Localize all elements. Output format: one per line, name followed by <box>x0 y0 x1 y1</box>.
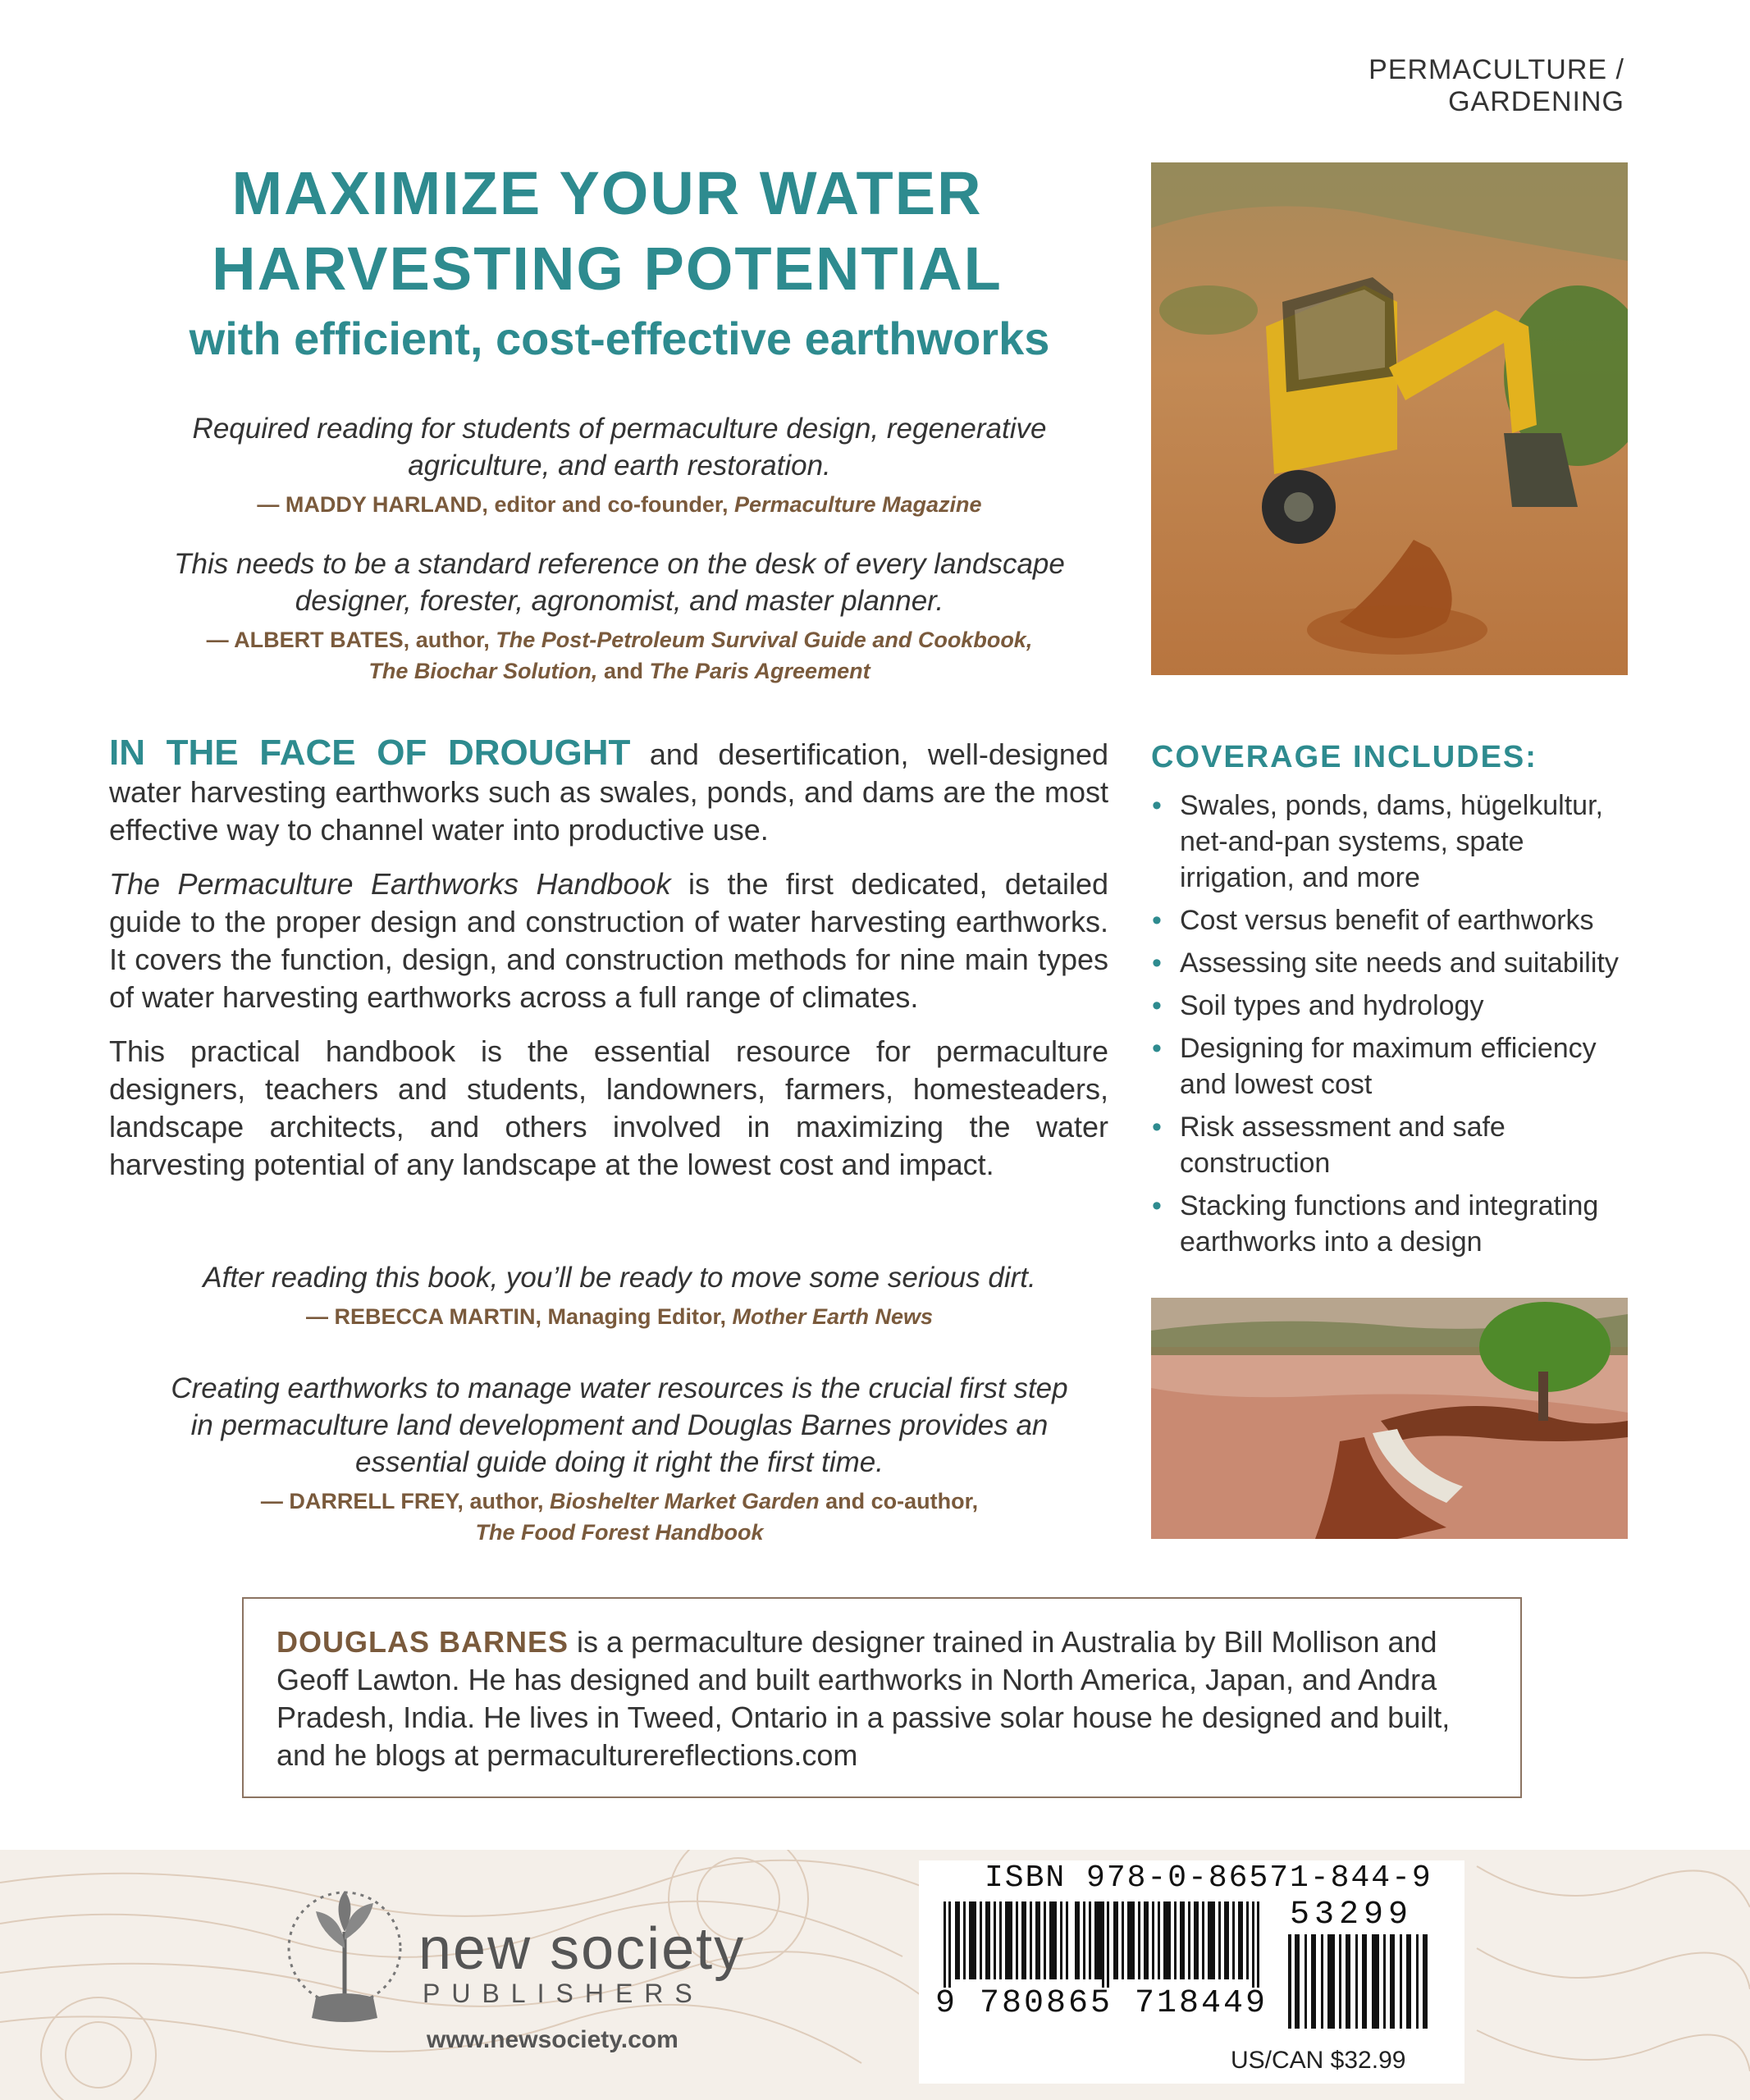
isbn-text: ISBN 978-0-86571-844-9 <box>985 1860 1432 1896</box>
quote-text-line: designer, forester, agronomist, and master planner. <box>295 585 944 617</box>
headline-line2: HARVESTING POTENTIAL <box>212 235 1003 303</box>
attr-book: The Post-Petroleum Survival Guide and Cookbook, <box>496 628 1033 652</box>
attr-name: — ALBERT BATES, <box>206 628 410 652</box>
coverage-item: • Cost versus benefit of earthworks <box>1149 902 1641 938</box>
quote-text-line: Required reading for students of permaculture design, regenerative <box>192 413 1047 445</box>
quote-attribution-line2 <box>107 1517 1132 1548</box>
quote-text-line: essential guide doing it right the first time. <box>355 1446 884 1478</box>
publisher-name: new society <box>418 1916 746 1982</box>
coverage-item: • Assessing site needs and suitability <box>1149 945 1641 981</box>
author-name: DOUGLAS BARNES <box>276 1625 569 1659</box>
attr-role: Managing Editor, <box>547 1304 726 1329</box>
attr-role: author, <box>469 1489 544 1513</box>
quote-attribution <box>107 624 1132 655</box>
quote-rebecca-martin <box>107 1259 1132 1332</box>
quote-text-line: This needs to be a standard reference on the desk of every landscape <box>174 548 1065 580</box>
bullet-icon: • <box>1152 1190 1162 1221</box>
bullet-icon: • <box>1152 1033 1162 1064</box>
attr-book: Bioshelter Market Garden <box>549 1489 820 1513</box>
bullet-icon: • <box>1152 947 1162 979</box>
barcode-addon-icon <box>1288 1934 1436 2029</box>
book-title: The Permaculture Earthworks Handbook <box>109 867 671 901</box>
barcode-addon <box>1288 1934 1436 2033</box>
quote-text-line: Creating earthworks to manage water resources is the crucial first step <box>171 1372 1068 1404</box>
publisher-sub: PUBLISHERS <box>423 1979 704 2008</box>
price: US/CAN $32.99 <box>1231 2047 1406 2074</box>
description <box>109 734 1108 1184</box>
quote-attribution <box>107 489 1132 520</box>
quote-attribution <box>107 1301 1132 1332</box>
attr-name: — MADDY HARLAND, <box>257 492 488 517</box>
paragraph-text: and desertification, well-designed water harvesting earthworks such as swales, ponds, and dams are the most effective way to channel water into productive use. <box>109 737 1108 847</box>
category-label: PERMACULTURE / GARDENING <box>1368 54 1624 117</box>
coverage-item: • Risk assessment and safe construction <box>1149 1109 1641 1181</box>
swale-illustration <box>1151 1298 1628 1539</box>
attr-book: The Food Forest Handbook <box>475 1520 764 1545</box>
attr-role: editor and co-founder, <box>494 492 729 517</box>
quote-text-line: in permaculture land development and Douglas Barnes provides an <box>190 1409 1049 1441</box>
coverage-title: COVERAGE INCLUDES: <box>1151 740 1538 774</box>
coverage-item: • Soil types and hydrology <box>1149 988 1641 1024</box>
sprout-logo-icon <box>283 1874 406 2038</box>
quote-attribution <box>107 1486 1132 1517</box>
quote-darrell-frey <box>107 1370 1132 1548</box>
barcode-icon <box>944 1901 1263 1988</box>
quote-text-line: After reading this book, you’ll be ready to move some serious dirt. <box>203 1262 1036 1294</box>
barcode-main <box>944 1901 1263 1992</box>
coverage-list <box>1149 788 1641 1267</box>
backhoe-photo <box>1151 162 1628 675</box>
attr-coauthor: and co-author, <box>825 1489 979 1513</box>
author-bio <box>242 1597 1522 1798</box>
attr-publication: Mother Earth News <box>732 1304 934 1329</box>
publisher-url: www.newsociety.com <box>427 2026 679 2053</box>
attr-book: The Paris Agreement <box>649 659 870 683</box>
quote-attribution-line2 <box>107 655 1132 687</box>
description-paragraph-1 <box>109 734 1108 849</box>
backhoe-illustration <box>1151 162 1628 675</box>
addon-digits: 53299 <box>1290 1897 1414 1933</box>
attr-book: The Biochar Solution, <box>368 659 598 683</box>
barcode-digits: 9 780865 718449 <box>935 1985 1268 2022</box>
paragraph-text: is the first dedicated, detailed guide to the proper design and construction of water harvesting earthworks. It covers the function, design, and construction methods for nine main types of water harvesting earthworks across a full range of climates. <box>109 867 1109 1014</box>
bullet-icon: • <box>1152 990 1162 1021</box>
attr-publication: Permaculture Magazine <box>733 492 982 517</box>
attr-name: — REBECCA MARTIN, <box>305 1304 541 1329</box>
bullet-icon: • <box>1152 1112 1162 1143</box>
quote-maddy-harland <box>107 410 1132 520</box>
description-paragraph-2 <box>109 865 1108 1016</box>
lead-in: IN THE FACE OF DROUGHT <box>109 733 631 773</box>
coverage-item: • Designing for maximum efficiency and lowest cost <box>1149 1030 1641 1102</box>
topo-map-background <box>0 1850 1750 2100</box>
description-paragraph-3: This practical handbook is the essential resource for permaculture designers, teachers and students, landowners, farmers, homesteaders, landscape architects, and others involved in maximizing the water harvesting potential of any landscape at the lowest cost and impact. <box>109 1034 1108 1181</box>
quote-albert-bates <box>107 546 1132 687</box>
coverage-item: • Swales, ponds, dams, hügelkultur, net-and-pan systems, spate irrigation, and more <box>1149 788 1641 896</box>
bio-text: is a permaculture designer trained in Australia by Bill Mollison and Geoff Lawton. He has designed and built earthworks in North America, Japan, and Andra Pradesh, India. He lives in Tweed, Ontario in a passive solar house he designed and built, and he blogs at permaculturereflections.com <box>276 1625 1451 1772</box>
coverage-item: • Stacking functions and integrating earthworks into a design <box>1149 1188 1641 1260</box>
headline-line1: MAXIMIZE YOUR WATER <box>231 159 983 227</box>
quote-text-line: agriculture, and earth restoration. <box>408 450 831 482</box>
publisher-logo <box>283 1874 406 2038</box>
attr-name: — DARRELL FREY, <box>260 1489 464 1513</box>
attr-role: author, <box>415 628 490 652</box>
bullet-icon: • <box>1152 905 1162 936</box>
attr-and: and <box>603 659 643 683</box>
footer-band <box>0 1850 1750 2100</box>
headline <box>123 156 1108 307</box>
headline-subline: with efficient, cost-effective earthworks <box>189 313 1050 364</box>
bullet-icon: • <box>1152 790 1162 821</box>
swale-photo <box>1151 1298 1628 1539</box>
